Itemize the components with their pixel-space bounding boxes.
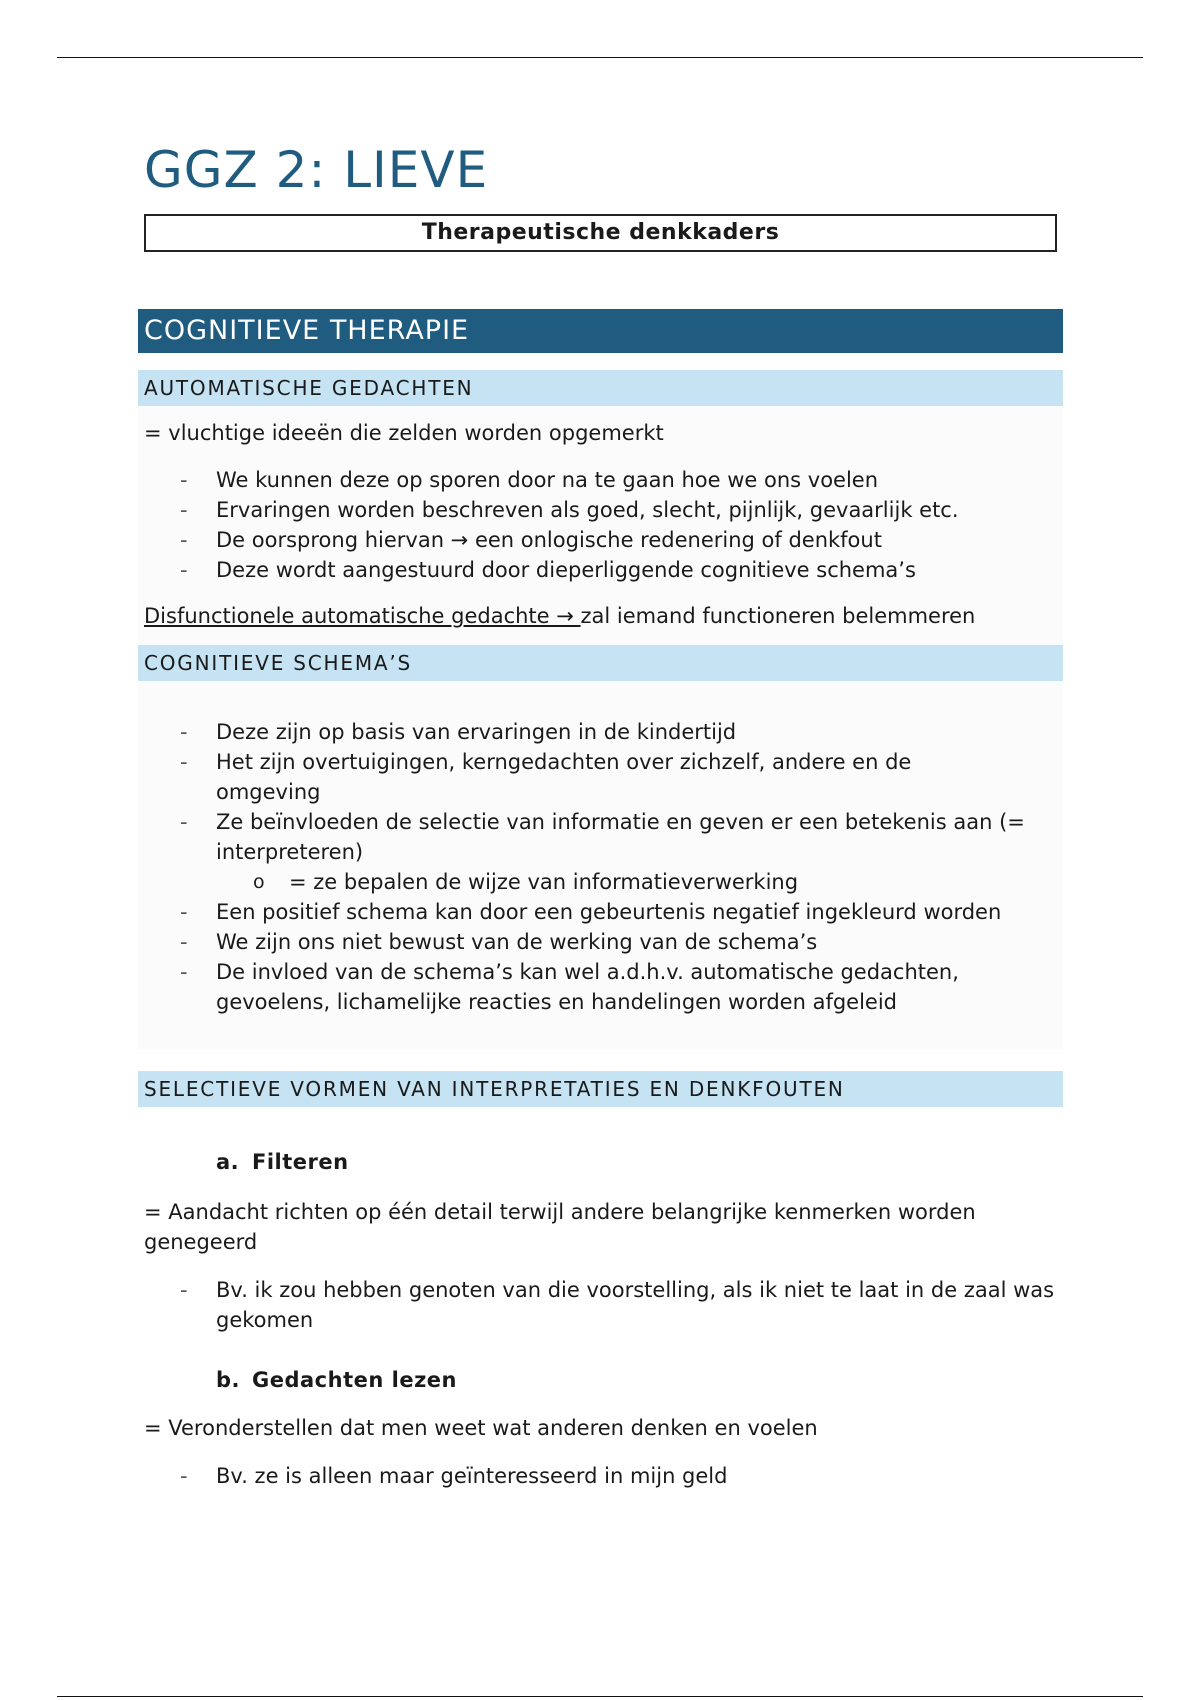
item-definition: = Aandacht richten op één detail terwijl andere belangrijke kenmerken worden genegeerd (144, 1200, 976, 1254)
automatic-note (138, 585, 1063, 645)
subsection-heading-automatic: AUTOMATISCHE GEDACHTEN (138, 370, 1063, 406)
list-item: - Een positief schema kan door een gebeurtenis negatief ingekleurd worden (138, 897, 1063, 927)
list-item: - Bv. ik zou hebben genoten van die voorstelling, als ik niet te laat in de zaal was gekomen (138, 1275, 1063, 1335)
note-rest: zal iemand functioneren belemmeren (580, 604, 976, 628)
item-label: a. (216, 1150, 240, 1174)
list-item-text: Ze beïnvloeden de selectie van informatie en geven er een betekenis aan (= interpreteren) (216, 810, 1025, 864)
list-item: - Deze wordt aangestuurd door dieperliggende cognitieve schema’s (138, 555, 1063, 585)
automatic-list (138, 450, 1063, 585)
list-item (138, 807, 1063, 897)
document-title: GGZ 2: LIEVE (144, 141, 489, 199)
example-list (138, 1275, 1063, 1335)
list-item: - Het zijn overtuigingen, kerngedachten over zichzelf, andere en de omgeving (138, 747, 1063, 807)
subsection-heading-schemas: COGNITIEVE SCHEMA’S (138, 645, 1063, 681)
list-item: - We kunnen deze op sporen door na te gaan hoe we ons voelen (138, 465, 1063, 495)
document-body (138, 130, 1063, 1491)
footer-rule (57, 1696, 1143, 1697)
section-heading: COGNITIEVE THERAPIE (138, 309, 1063, 353)
sub-bullet-marker: o (253, 871, 265, 893)
note-underlined: Disfunctionele automatische gedachte → (144, 604, 581, 628)
list-item: - Bv. ze is alleen maar geïnteresseerd in mijn geld (138, 1461, 1063, 1491)
item-label: b. (216, 1368, 241, 1392)
schemas-list (138, 717, 1063, 1017)
automatic-block (138, 406, 1063, 645)
list-item: - We zijn ons niet bewust van de werking van de schema’s (138, 927, 1063, 957)
item-title: Gedachten lezen (252, 1368, 457, 1392)
header-rule (57, 57, 1143, 58)
automatic-definition: = vluchtige ideeën die zelden worden opgemerkt (144, 421, 664, 445)
list-item: - De oorsprong hiervan → een onlogische redenering of denkfout (138, 525, 1063, 555)
list-item: - Ervaringen worden beschreven als goed, slecht, pijnlijk, gevaarlijk etc. (138, 495, 1063, 525)
item-heading-filteren (138, 1147, 1063, 1177)
item-definition: = Veronderstellen dat men weet wat anderen denken en voelen (144, 1416, 818, 1440)
subsection-heading-selective: SELECTIEVE VORMEN VAN INTERPRETATIES EN DENKFOUTEN (138, 1071, 1063, 1107)
list-item: - Deze zijn op basis van ervaringen in de kindertijd (138, 717, 1063, 747)
subtitle-box: Therapeutische denkkaders (144, 214, 1057, 252)
sub-list-item (216, 867, 1063, 897)
sub-list (216, 867, 1063, 897)
sub-item-text: = ze bepalen de wijze van informatieverwerking (289, 870, 799, 894)
item-title: Filteren (252, 1150, 349, 1174)
example-list (138, 1461, 1063, 1491)
item-heading-gedachten-lezen (138, 1365, 1063, 1395)
list-item: - De invloed van de schema’s kan wel a.d.h.v. automatische gedachten, gevoelens, lichamelijke reacties en handelingen worden afgeleid (138, 957, 1063, 1017)
schemas-block (138, 681, 1063, 1049)
